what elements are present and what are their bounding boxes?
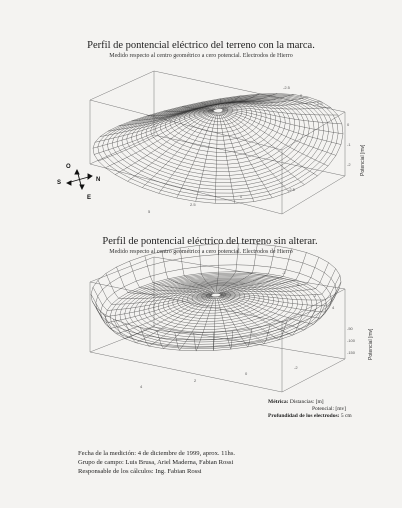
- plot1-tick-back-1: 0: [300, 93, 303, 98]
- compass-north-label: N: [96, 177, 101, 183]
- plot2-tick-front-0: 4: [140, 384, 143, 389]
- compass-east-label: E: [87, 195, 92, 201]
- plot1-tick-z-1: -1: [347, 142, 351, 147]
- plot2-ylabel: Potencial [mv]: [368, 328, 374, 360]
- plot1-tick-z-0: 0: [347, 122, 350, 127]
- plot1-tick-front-2: 0: [240, 194, 243, 199]
- plot2-tick-back-1: 0: [297, 282, 300, 287]
- plot2-tick-front-3: -2: [294, 365, 298, 370]
- plot2-tick-front-2: 0: [245, 371, 248, 376]
- plot1-box: [90, 71, 345, 214]
- legend-profundidad-value: 5 cm: [340, 413, 352, 419]
- compass-west-label: O: [66, 164, 71, 170]
- footer-line-date: Fecha de la medición: 4 de diciembre de 1999, aprox. 11hs.: [78, 450, 236, 457]
- footer-line-responsible: Responsable de los cálculos: Ing. Fabian Rossi: [78, 468, 202, 475]
- plot2-tick-back-2: 2: [314, 293, 317, 298]
- plot1-tick-front-1: 2.5: [190, 202, 196, 207]
- legend-block: [268, 399, 352, 420]
- plot2-title: Perfil de pontencial eléctrico del terreno sin alterar.: [102, 236, 318, 247]
- compass-rose: [67, 170, 92, 189]
- plot1-tick-front-0: 5: [148, 209, 151, 214]
- plot2-subtitle: Medido respecto al centro geométrico a cero potencial. Electrodos de Hierro: [109, 249, 293, 255]
- plot1-ylabel: Potencial [mv]: [360, 144, 366, 176]
- legend-distancias: Distancias: [m]: [289, 399, 324, 405]
- plot2-surface: [91, 243, 341, 350]
- legend-profundidad-label: Profundidad de los electrodos:: [268, 413, 340, 419]
- plot2-tick-z-2: -150: [347, 350, 356, 355]
- plot2-tick-front-1: 2: [194, 378, 197, 383]
- plot1-subtitle: Medido respecto al centro geométrico a cero potencial. Electrodos de Hierro: [109, 53, 293, 59]
- plot1-surface: [93, 94, 343, 204]
- plot1-tick-z-2: -2: [347, 162, 351, 167]
- plot2-tick-z-0: -50: [347, 326, 353, 331]
- footer-block: [78, 449, 235, 476]
- footer-line-team: Grupo de campo: Luis Brusa, Ariel Maderna, Fabian Rossi: [78, 459, 234, 466]
- plot1-tick-back-2: 2.5: [317, 101, 323, 106]
- plot1-title: Perfil de pontencial eléctrico del terreno con la marca.: [87, 40, 315, 51]
- plot1-tick-front-3: -2.5: [288, 187, 295, 192]
- plot1-tick-back-0: -2.5: [283, 85, 290, 90]
- legend-metrica-label: Métrica:: [268, 399, 289, 405]
- plot2-tick-back-0: -2: [282, 270, 286, 275]
- legend-potencial: Potencial: [mv]: [312, 406, 347, 412]
- compass-south-label: S: [57, 180, 62, 186]
- plot2-tick-back-3: 4: [332, 305, 335, 310]
- plot2-tick-z-1: -100: [347, 338, 356, 343]
